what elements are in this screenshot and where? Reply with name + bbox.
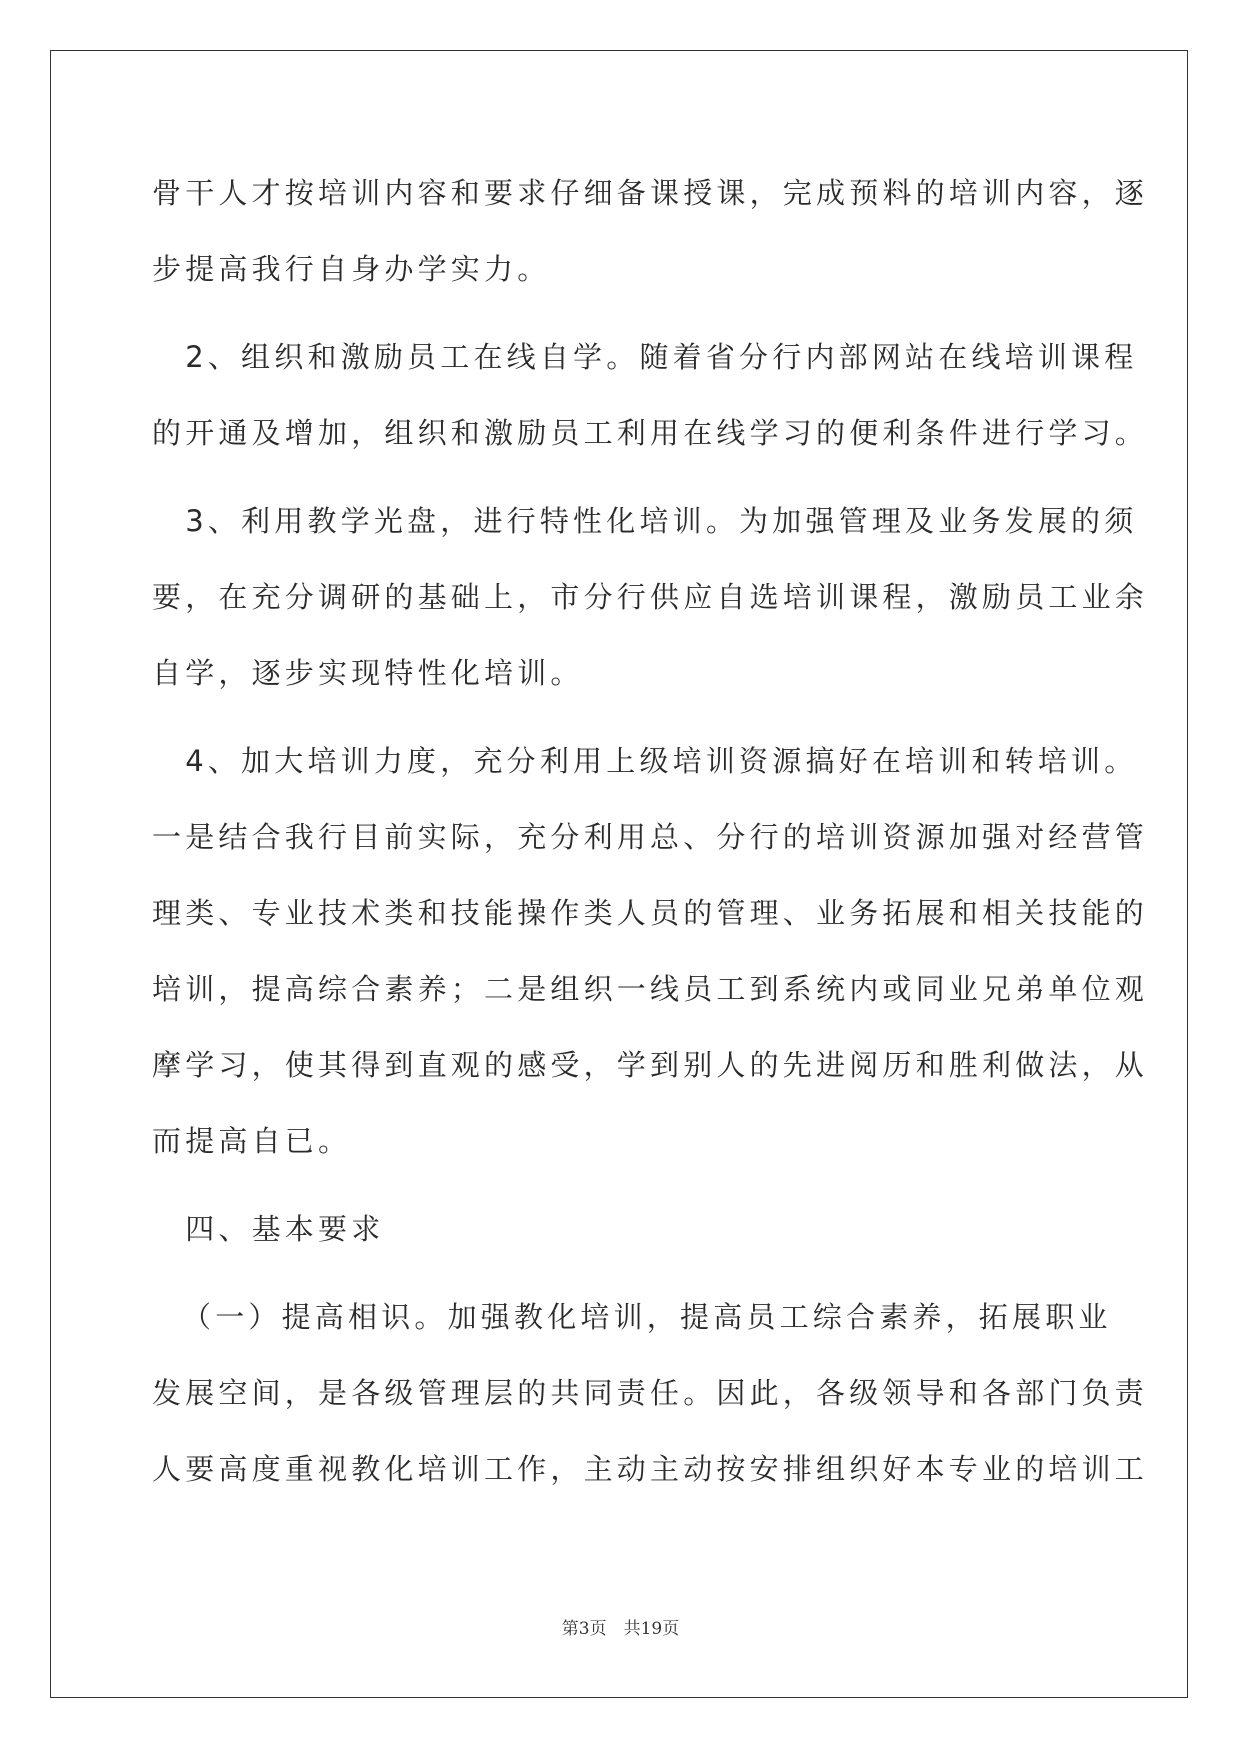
text-line: 培训，提高综合素养；二是组织一线员工到系统内或同业兄弟单位观 bbox=[152, 972, 1149, 1006]
text-line: 自学，逐步实现特性化培训。 bbox=[152, 656, 584, 690]
text-line: 人要高度重视教化培训工作，主动主动按安排组织好本专业的培训工 bbox=[152, 1452, 1149, 1486]
page-number: 第3页 共19页 bbox=[561, 1619, 680, 1639]
text-line: 骨干人才按培训内容和要求仔细备课授课，完成预料的培训内容，逐 bbox=[152, 176, 1149, 210]
text-line: 2、组织和激励员工在线自学。随着省分行内部网站在线培训课程 bbox=[152, 340, 1138, 374]
text-line: 4、加大培训力度，充分利用上级培训资源搞好在培训和转培训。 bbox=[152, 744, 1138, 778]
text-line: 发展空间，是各级管理层的共同责任。因此，各级领导和各部门负责 bbox=[152, 1376, 1149, 1410]
text-line: 要，在充分调研的基础上，市分行供应自选培训课程，激励员工业余 bbox=[152, 580, 1149, 614]
text-line: 步提高我行自身办学实力。 bbox=[152, 252, 551, 286]
text-line: （一）提高相识。加强教化培训，提高员工综合素养，拓展职业 bbox=[182, 1300, 1112, 1334]
text-line: 的开通及增加，组织和激励员工利用在线学习的便利条件进行学习。 bbox=[152, 416, 1149, 450]
text-line: 3、利用教学光盘，进行特性化培训。为加强管理及业务发展的须 bbox=[152, 504, 1138, 538]
text-line: 摩学习，使其得到直观的感受，学到别人的先进阅历和胜利做法，从 bbox=[152, 1048, 1149, 1082]
text-line: 一是结合我行目前实际，充分利用总、分行的培训资源加强对经营管 bbox=[152, 820, 1149, 854]
text-line: 理类、专业技术类和技能操作类人员的管理、业务拓展和相关技能的 bbox=[152, 896, 1149, 930]
section-heading: 四、基本要求 bbox=[152, 1212, 385, 1246]
text-line: 而提高自已。 bbox=[152, 1124, 352, 1158]
